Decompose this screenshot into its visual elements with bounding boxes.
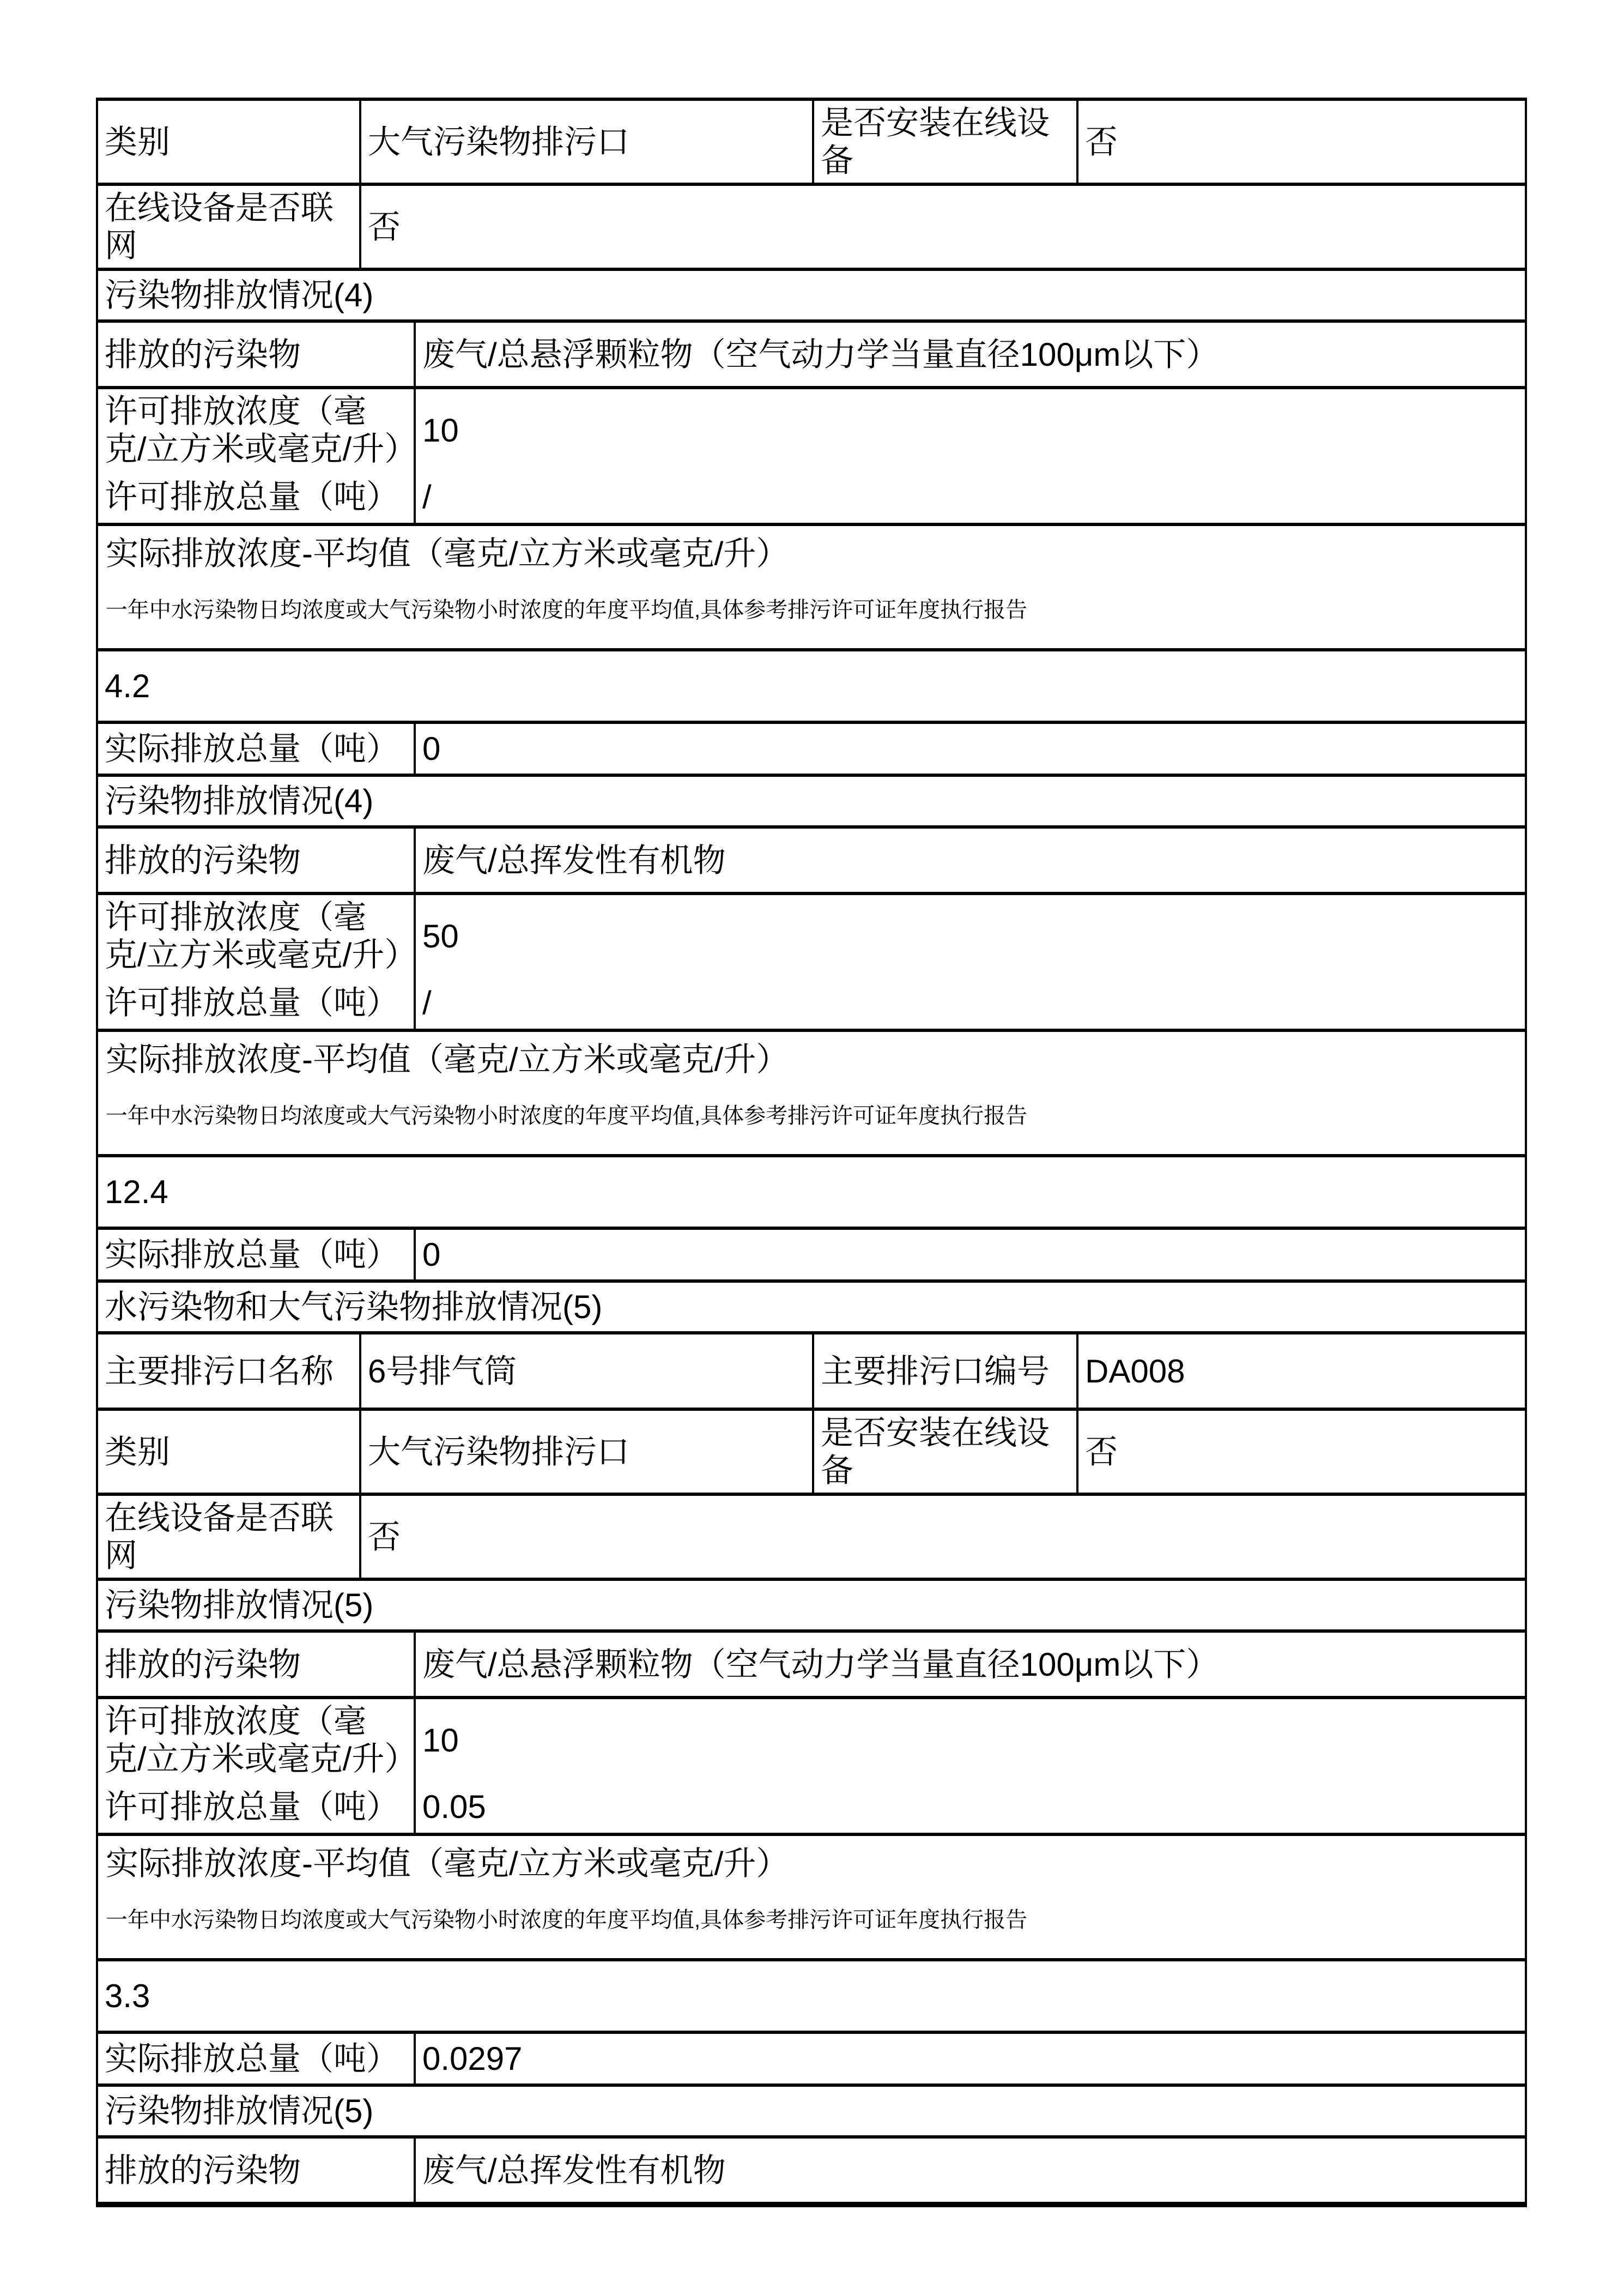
label-cell: 排放的污染物 (98, 829, 416, 892)
section-label: 污染物排放情况(4) (105, 783, 374, 819)
actual-concentration-note: 一年中水污染物日均浓度或大气污染物小时浓度的年度平均值,具体参考排污许可证年度执行报告 (106, 598, 1028, 622)
value-cell: 否 (1085, 1433, 1118, 1470)
label-cell: 许可排放浓度（毫克/立方米或毫克/升） (105, 899, 417, 973)
row-category (98, 101, 1525, 186)
row-permitted-limits (98, 1699, 1525, 1836)
value-cell: / (422, 479, 432, 515)
actual-concentration-title: 实际排放浓度-平均值（毫克/立方米或毫克/升） (106, 1845, 789, 1882)
label-cell: 许可排放总量（吨） (105, 1789, 399, 1825)
row-online-device-networked (98, 1496, 1525, 1581)
row-permitted-limits (98, 895, 1525, 1032)
value-cell: 0 (422, 730, 441, 767)
label-cell: 许可排放浓度（毫克/立方米或毫克/升） (105, 393, 417, 467)
value-cell: 废气/总挥发性有机物 (422, 842, 726, 879)
section-label: 水污染物和大气污染物排放情况(5) (105, 1289, 603, 1325)
label-cell: 排放的污染物 (98, 1633, 416, 1696)
section-header (98, 271, 1525, 323)
label-cell: 是否安装在线设备 (814, 101, 1078, 183)
section-header (98, 1581, 1525, 1633)
label-cell: 实际排放总量（吨） (98, 2034, 416, 2083)
value-cell: 大气污染物排污口 (361, 1411, 814, 1493)
row-discharged-pollutant (98, 323, 1525, 389)
value-cell: 废气/总挥发性有机物 (422, 2152, 726, 2189)
row-discharged-pollutant (98, 2139, 1525, 2205)
value-cell: 3.3 (105, 1978, 150, 2014)
row-actual-concentration-avg (98, 1836, 1525, 1961)
value-cell: 废气/总悬浮颗粒物（空气动力学当量直径100μm以下） (422, 336, 1219, 373)
value-cell: 6号排气筒 (361, 1334, 814, 1408)
value-cell: DA008 (1085, 1352, 1185, 1390)
row-actual-concentration-value (98, 1961, 1525, 2034)
value-cell: 50 (422, 917, 459, 955)
actual-concentration-note: 一年中水污染物日均浓度或大气污染物小时浓度的年度平均值,具体参考排污许可证年度执行报告 (106, 1104, 1028, 1128)
permit-label-column (98, 389, 416, 523)
row-actual-concentration-value (98, 651, 1525, 724)
section-label: 污染物排放情况(4) (105, 277, 374, 313)
label-cell: 许可排放总量（吨） (105, 479, 399, 515)
value-cell: 4.2 (105, 668, 150, 704)
section-label: 污染物排放情况(5) (105, 1587, 374, 1623)
row-discharged-pollutant (98, 1633, 1525, 1699)
row-actual-concentration-avg (98, 1032, 1525, 1157)
permit-value-column (416, 1699, 1525, 1833)
label-cell: 许可排放浓度（毫克/立方米或毫克/升） (105, 1703, 417, 1777)
value-cell: 否 (368, 1518, 401, 1555)
value-cell: 10 (422, 412, 459, 449)
permit-value-column (416, 895, 1525, 1029)
row-category (98, 1411, 1525, 1496)
value-cell: 否 (368, 208, 401, 245)
row-permitted-limits (98, 389, 1525, 526)
section-header (98, 777, 1525, 829)
permit-value-column (416, 389, 1525, 523)
value-cell: 大气污染物排污口 (361, 101, 814, 183)
label-cell: 是否安装在线设备 (814, 1411, 1078, 1493)
value-cell: 10 (422, 1722, 459, 1759)
label-cell: 在线设备是否联网 (98, 1496, 361, 1578)
value-cell: 废气/总悬浮颗粒物（空气动力学当量直径100μm以下） (422, 1646, 1219, 1683)
row-actual-total-emission (98, 1230, 1525, 1283)
actual-concentration-title: 实际排放浓度-平均值（毫克/立方米或毫克/升） (106, 1041, 789, 1078)
label-cell: 主要排污口编号 (814, 1334, 1078, 1408)
section-header (98, 1283, 1525, 1334)
label-cell: 实际排放总量（吨） (98, 724, 416, 774)
value-cell: / (422, 985, 432, 1021)
actual-concentration-note: 一年中水污染物日均浓度或大气污染物小时浓度的年度平均值,具体参考排污许可证年度执行报告 (106, 1908, 1028, 1932)
label-cell: 类别 (98, 1411, 361, 1493)
row-actual-total-emission (98, 2034, 1525, 2087)
value-cell: 12.4 (105, 1174, 168, 1210)
actual-concentration-title: 实际排放浓度-平均值（毫克/立方米或毫克/升） (106, 535, 789, 572)
row-discharged-pollutant (98, 829, 1525, 895)
row-online-device-networked (98, 186, 1525, 271)
emissions-table (96, 98, 1527, 2207)
row-actual-concentration-avg (98, 526, 1525, 651)
section-label: 污染物排放情况(5) (105, 2093, 374, 2129)
label-cell: 排放的污染物 (98, 2139, 416, 2202)
label-cell: 在线设备是否联网 (98, 186, 361, 268)
label-cell: 类别 (98, 101, 361, 183)
row-actual-total-emission (98, 724, 1525, 777)
value-cell: 0.05 (422, 1789, 486, 1825)
value-cell: 0 (422, 1236, 441, 1273)
row-main-outlet (98, 1334, 1525, 1411)
label-cell: 主要排污口名称 (98, 1334, 361, 1408)
label-cell: 实际排放总量（吨） (98, 1230, 416, 1279)
label-cell: 许可排放总量（吨） (105, 985, 399, 1021)
section-header (98, 2087, 1525, 2139)
permit-label-column (98, 895, 416, 1029)
permit-label-column (98, 1699, 416, 1833)
row-actual-concentration-value (98, 1157, 1525, 1230)
label-cell: 排放的污染物 (98, 323, 416, 386)
value-cell: 否 (1085, 123, 1118, 160)
value-cell: 0.0297 (422, 2040, 523, 2077)
